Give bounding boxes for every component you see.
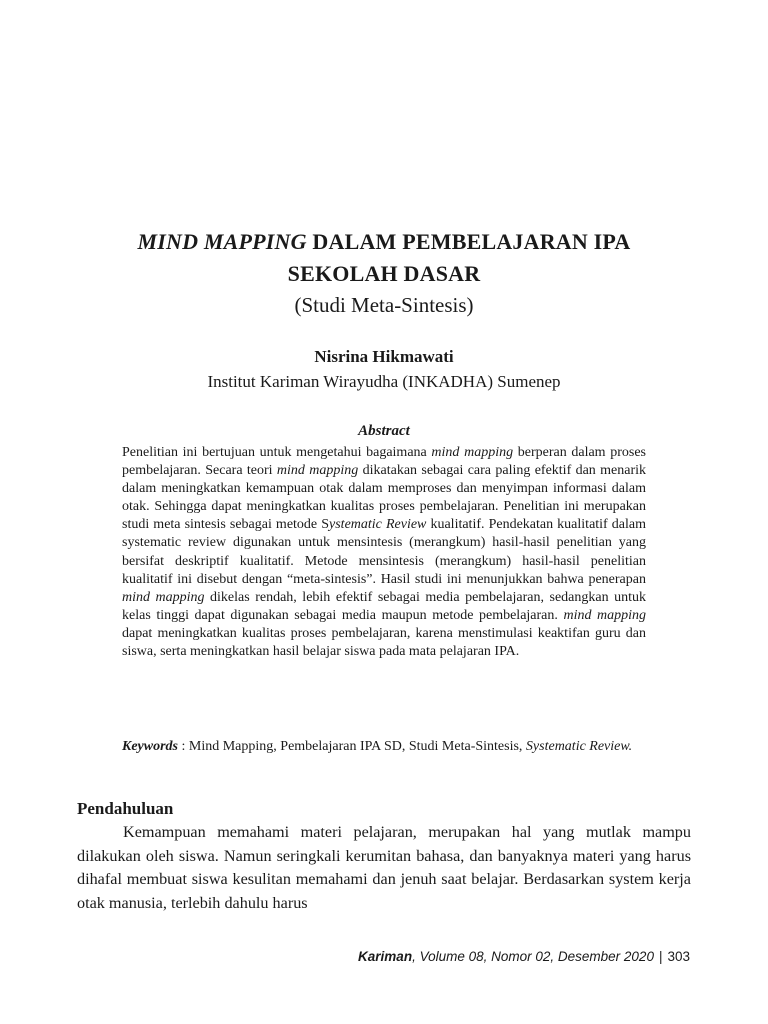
author-name: Nisrina Hikmawati	[314, 347, 454, 366]
abstract-text-run: dapat meningkatkan kualitas proses pembelajaran, karena menstimulasi keaktifan guru dan siswa, serta meningkatkan hasil belajar siswa pada mata pelajaran IPA.	[122, 625, 646, 660]
title-line-2: SEKOLAH DASAR	[287, 261, 481, 286]
section-heading: Pendahuluan	[77, 799, 174, 818]
section-body	[77, 821, 691, 915]
footer-journal-name: Kariman	[358, 949, 413, 964]
author-affiliation: Institut Kariman Wirayudha (INKADHA) Sumenep	[207, 372, 561, 391]
abstract-text-run: dikelas rendah, lebih efektif sebagai media pembelajaran, sedangkan untuk kelas tinggi dapat digunakan sebagai media maupun metode pembelajaran.	[122, 589, 646, 623]
abstract-text-run: dikatakan sebagai cara paling efektif dan menarik dalam meningkatkan kemampuan otak dalam memproses dan menyimpan informasi dalam otak. Sehingga dapat meningkatkan kualitas proses pembelajaran. Penelitian ini merupakan studi meta sintesis sebagai metode S	[122, 463, 647, 533]
abstract-body	[122, 444, 646, 661]
abstract-italic-term: mind mapping	[563, 607, 647, 623]
paper-subtitle: (Studi Meta-Sintesis)	[294, 293, 474, 317]
keywords-block	[122, 738, 646, 757]
keywords-text: : Mind Mapping, Pembelajaran IPA SD, Studi Meta-Sintesis,	[178, 739, 526, 754]
title-line-1	[60, 226, 708, 258]
abstract-italic-term: ystematic Review	[329, 517, 427, 533]
title-italic-part: MIND MAPPING	[137, 229, 307, 254]
abstract-italic-term: mind mapping	[122, 589, 205, 605]
keywords-italic-tail: Systematic Review.	[525, 739, 633, 754]
abstract-italic-term: mind mapping	[276, 463, 359, 479]
abstract-heading: Abstract	[358, 423, 410, 439]
title-rest-line-1: DALAM PEMBELAJARAN IPA	[306, 229, 631, 254]
abstract-text-run: berperan dalam proses pembelajaran. Secara teori	[122, 445, 646, 479]
footer-issue-info: , Volume 08, Nomor 02, Desember 2020	[412, 949, 654, 964]
abstract-italic-term: mind mapping	[431, 445, 514, 460]
abstract-text-run: kualitatif. Pendekatan kualitatif dalam systematic review digunakan untuk mensintesis (merangkum) hasil-hasil penelitian yang bersifat deskriptif kualitatif. Metode mensintesis (merangkum) hasil-hasil penelitian kualitatif ini disebut dengan “meta-sintesis”. Hasil studi ini menunjukkan bahwa penerapan	[122, 517, 646, 587]
paper-title	[60, 226, 708, 290]
footer-separator: |	[658, 949, 663, 964]
page-footer	[358, 948, 690, 966]
section-paragraph: Kemampuan memahami materi pelajaran, merupakan hal yang mutlak mampu dilakukan oleh siswa. Namun seringkali kerumitan bahasa, dan banyaknya materi yang harus dihafal membuat siswa kesulitan memahami dan jenuh saat belajar. Berdasarkan system kerja otak manusia, terlebih dahulu harus	[77, 823, 691, 912]
abstract-text-run: Penelitian ini bertujuan untuk mengetahui bagaimana	[122, 445, 432, 460]
footer-page-number: 303	[667, 949, 690, 964]
keywords-label: Keywords	[122, 739, 178, 754]
abstract-paragraph	[122, 444, 646, 661]
